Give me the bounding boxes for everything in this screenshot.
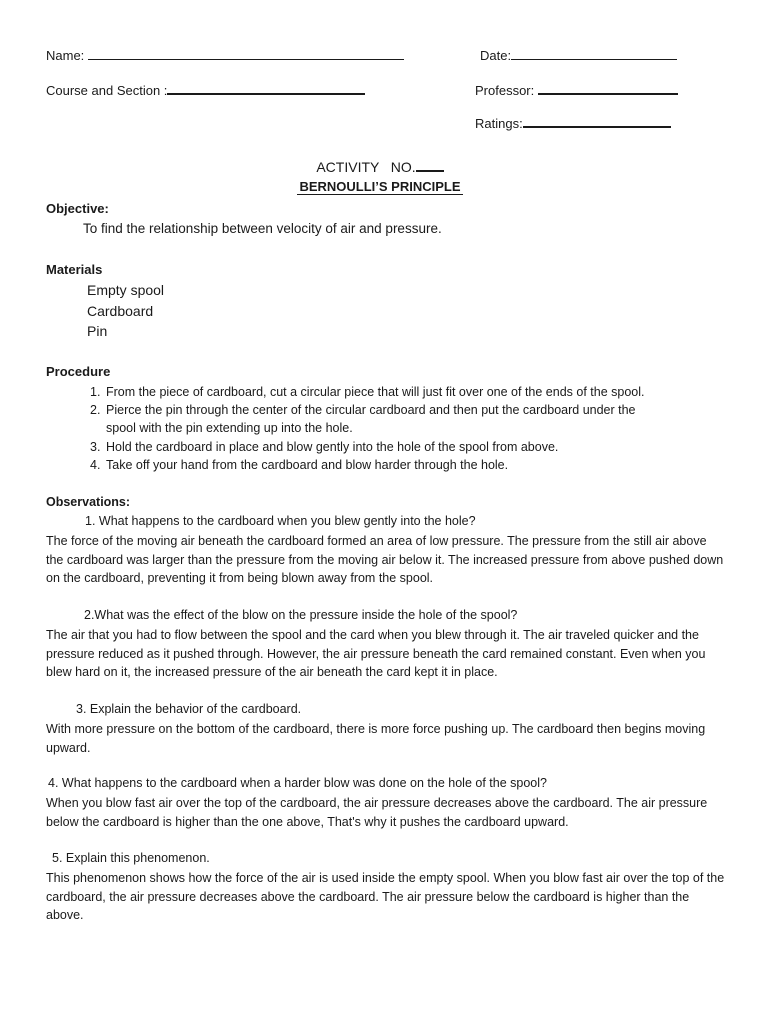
date-field[interactable] [480,47,677,63]
activity-label: ACTIVITY NO. [316,159,416,175]
observation-question: 1. What happens to the cardboard when you blew gently into the hole? [85,514,476,528]
material-item: Cardboard [87,302,154,319]
professor-field[interactable] [475,81,678,98]
step-text: From the piece of cardboard, cut a circular piece that will just fit over one of the ends of the spool. [106,385,645,399]
observation-question: 4. What happens to the cardboard when a harder blow was done on the hole of the spool? [48,776,547,790]
ratings-blank[interactable] [523,114,671,128]
observation-question: 5. Explain this phenomenon. [52,851,210,865]
observation-answer: The force of the moving air beneath the cardboard formed an area of low pressure. The pressure from the still air above the cardboard was larger than the pressure from the moving air below it. The increased pressure from above pushed down on the cardboard, preventing it from being blown away from the spool. [46,534,724,586]
procedure-heading: Procedure [46,364,111,379]
course-blank[interactable] [167,81,365,95]
step-number: 3. [90,439,101,454]
procedure-step [90,456,730,474]
materials-heading: Materials [46,262,103,277]
activity-number [0,158,760,175]
procedure-step [90,383,730,401]
objective-text: To find the relationship between velocity of air and pressure. [83,221,442,236]
name-field[interactable] [46,47,404,63]
date-blank[interactable] [511,47,677,60]
observation-answer: The air that you had to flow between the spool and the card when you blew through it. The air traveled quicker and the pressure reduced as it pushed through. However, the air pressure beneath the card remained constant. Even when you blew hard on it, the increased pressure of the air beneath the card kept it in place. [46,628,706,680]
name-label: Name: [46,48,85,63]
procedure-step [90,438,730,456]
date-label: Date: [480,48,512,63]
ratings-field[interactable] [475,114,671,131]
observation-answer: This phenomenon shows how the force of the air is used inside the empty spool. When you blow fast air over the top of the cardboard, the air pressure decreases above the cardboard. The air pressure below the cardboard is higher than the above. [46,871,725,923]
professor-label: Professor: [475,83,535,98]
activity-title [0,179,760,194]
observation-question: 3. Explain the behavior of the cardboard. [76,702,302,716]
materials-list [87,280,164,342]
objective-heading: Objective: [46,201,109,216]
course-field[interactable] [46,81,365,98]
observation-answer: When you blow fast air over the top of the cardboard, the air pressure decreases above the cardboard. The air pressure below the cardboard is higher than the one above, That's why it pushes the cardboard upward. [46,796,708,829]
step-text: Hold the cardboard in place and blow gently into the hole of the spool from above. [106,439,559,454]
step-text: Take off your hand from the cardboard and blow harder through the hole. [106,457,509,472]
step-text-continued: spool with the pin extending up into the hole. [106,421,353,436]
material-item: Empty spool [87,282,165,298]
procedure-step [90,401,730,437]
professor-blank[interactable] [538,81,678,95]
observation-question: 2.What was the effect of the blow on the pressure inside the hole of the spool? [84,608,518,622]
step-text: Pierce the pin through the center of the circular cardboard and then put the cardboard under the [106,403,636,418]
material-item: Pin [87,323,108,339]
activity-title-text: BERNOULLI’S PRINCIPLE [299,179,461,194]
step-number: 2. [90,403,101,418]
procedure-list [90,383,730,474]
name-blank[interactable] [88,47,404,60]
step-number: 1. [90,385,101,399]
observation-answer: With more pressure on the bottom of the cardboard, there is more force pushing up. The cardboard then begins moving upward. [46,722,706,755]
step-number: 4. [90,457,101,472]
course-label: Course and Section : [46,83,168,98]
observations-heading: Observations: [46,495,131,509]
ratings-label: Ratings: [475,116,523,131]
activity-number-blank[interactable] [416,158,444,172]
